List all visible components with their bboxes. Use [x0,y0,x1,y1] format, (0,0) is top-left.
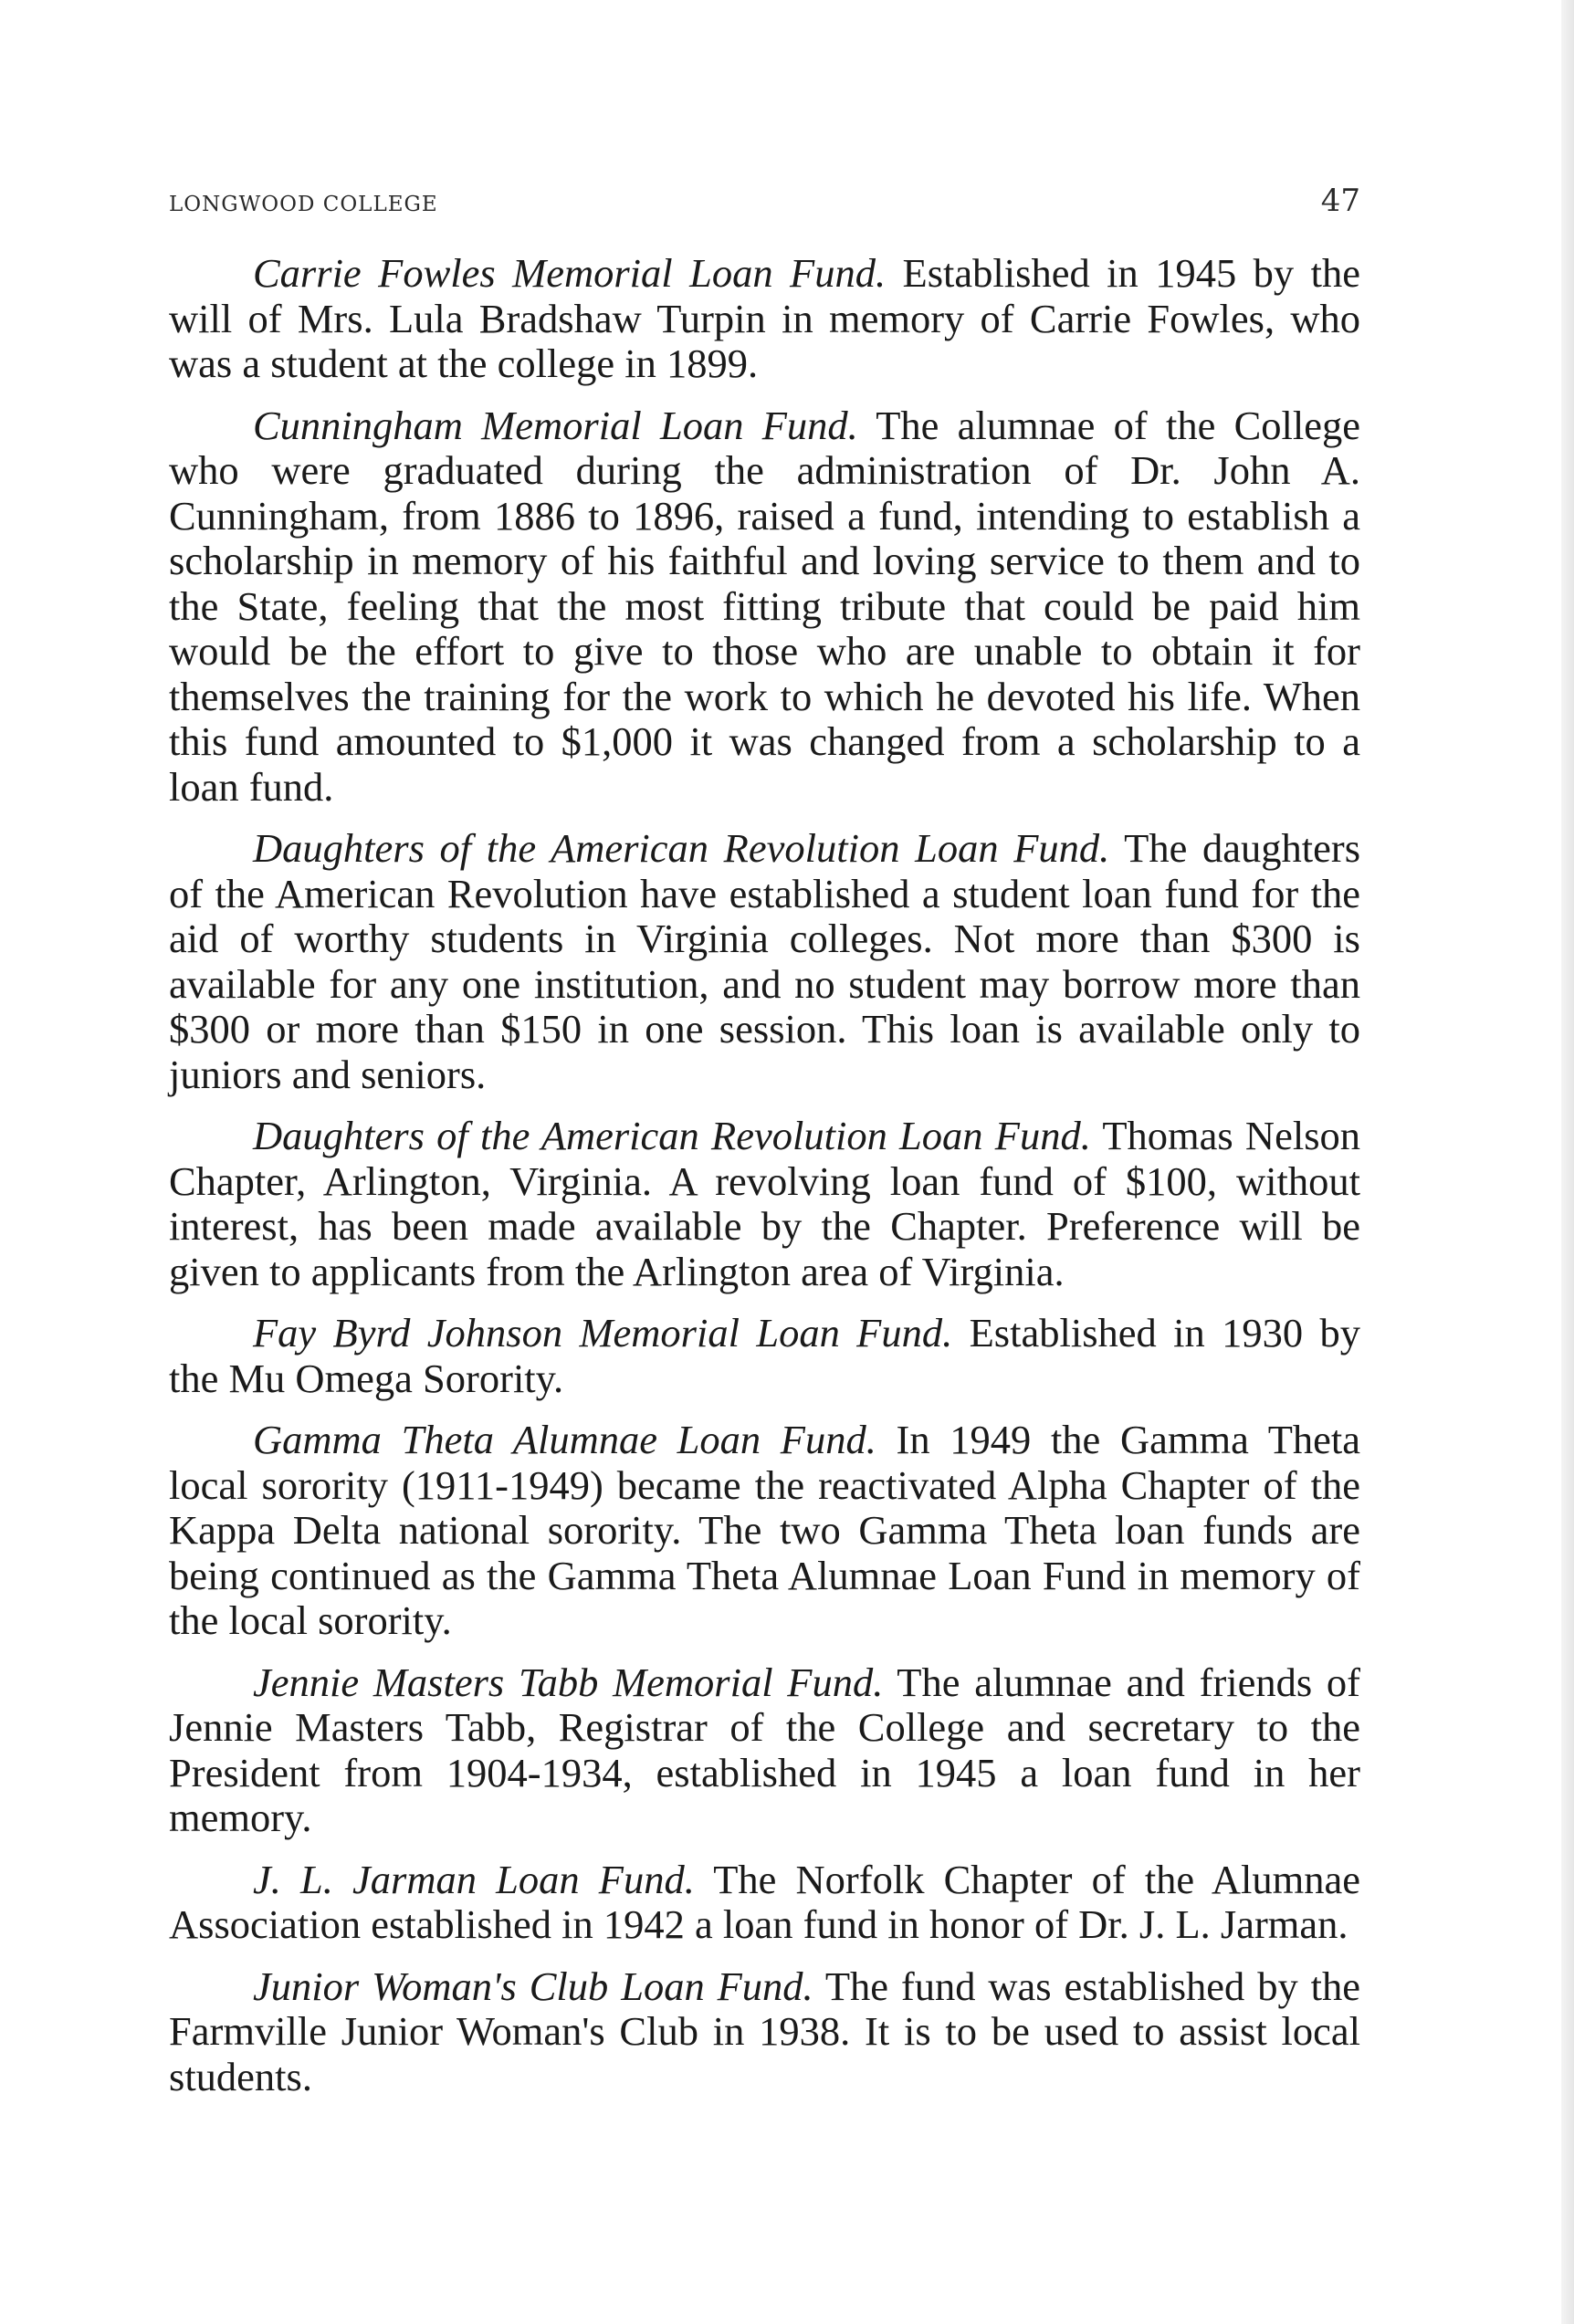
fund-title: Jennie Masters Tabb Memorial Fund. [253,1659,884,1705]
fund-title: Fay Byrd Johnson Memorial Loan Fund. [253,1310,953,1356]
fund-title: Daughters of the American Revolution Loan Fund. [253,1113,1091,1158]
fund-description: The daughters of the American Revolution have established a student loan fund for the aid of worthy students in Virginia colleges. Not more than $300 is available for any one institution, and no student may borrow more than $300 or more than $150 in one session. This loan is available only to juniors and seniors. [169,825,1361,1097]
fund-title: Cunningham Memorial Loan Fund. [253,402,858,448]
fund-description: Established in 1945 by the will of Mrs. Lula Bradshaw Turpin in memory of Carrie Fowles, who was a student at the college in 1899. [169,250,1360,386]
running-head [169,183,1360,219]
loan-fund-entry [169,1660,1360,1841]
page-body [169,251,1360,2116]
loan-fund-entry [169,1114,1360,1294]
fund-description: The alumnae of the College who were graduated during the administration of Dr. John A. Cunningham, from 1886 to 1896, raised a fund, intending to establish a scholarship in memory of his faithful and loving service to them and to the State, feeling that the most fitting tribute that could be paid him would be the effort to give to those who are unable to obtain it for themselves the training for the work to which he devoted his life. When this fund amounted to $1,000 it was changed from a scholarship to a loan fund. [169,402,1360,810]
fund-description: In 1949 the Gamma Theta local sorority (1911-1949) became the reactivated Alpha Chapter of the Kappa Delta national sorority. The two Gamma Theta loan funds are being continued as the Gamma Theta Alumnae Loan Fund in memory of the local sorority. [169,1417,1361,1643]
loan-fund-entry [169,1311,1360,1401]
fund-description: Thomas Nelson Chapter, Arlington, Virginia. A revolving loan fund of $100, without interest, has been made available by the Chapter. Preference will be given to applicants from the Arlington area of Virginia. [169,1113,1361,1294]
fund-title: Junior Woman's Club Loan Fund. [253,1963,813,2009]
page-edge [1561,0,1574,2324]
loan-fund-entry [169,826,1360,1097]
page-number: 47 [1320,183,1360,219]
loan-fund-entry [169,1858,1360,1948]
fund-title: Daughters of the American Revolution Loan Fund. [253,825,1110,871]
fund-title: Gamma Theta Alumnae Loan Fund. [253,1417,876,1462]
fund-description: The alumnae and friends of Jennie Masters Tabb, Registrar of the College and secretary to the President from 1904-1934, established in 1945 a loan fund in her memory. [169,1659,1360,1840]
fund-description: The Norfolk Chapter of the Alumnae Association established in 1942 a loan fund in honor of Dr. J. L. Jarman. [169,1856,1360,1947]
loan-fund-entry [169,251,1360,387]
running-title: LONGWOOD COLLEGE [169,193,438,216]
fund-description: Established in 1930 by the Mu Omega Sorority. [169,1310,1360,1401]
loan-fund-entry [169,1418,1360,1644]
fund-title: Carrie Fowles Memorial Loan Fund. [253,250,887,296]
loan-fund-entry [169,1964,1360,2100]
loan-fund-entry [169,403,1360,811]
fund-title: J. L. Jarman Loan Fund. [253,1856,695,1902]
fund-description: The fund was established by the Farmville Junior Woman's Club in 1938. It is to be used to assist local students. [169,1963,1360,2099]
